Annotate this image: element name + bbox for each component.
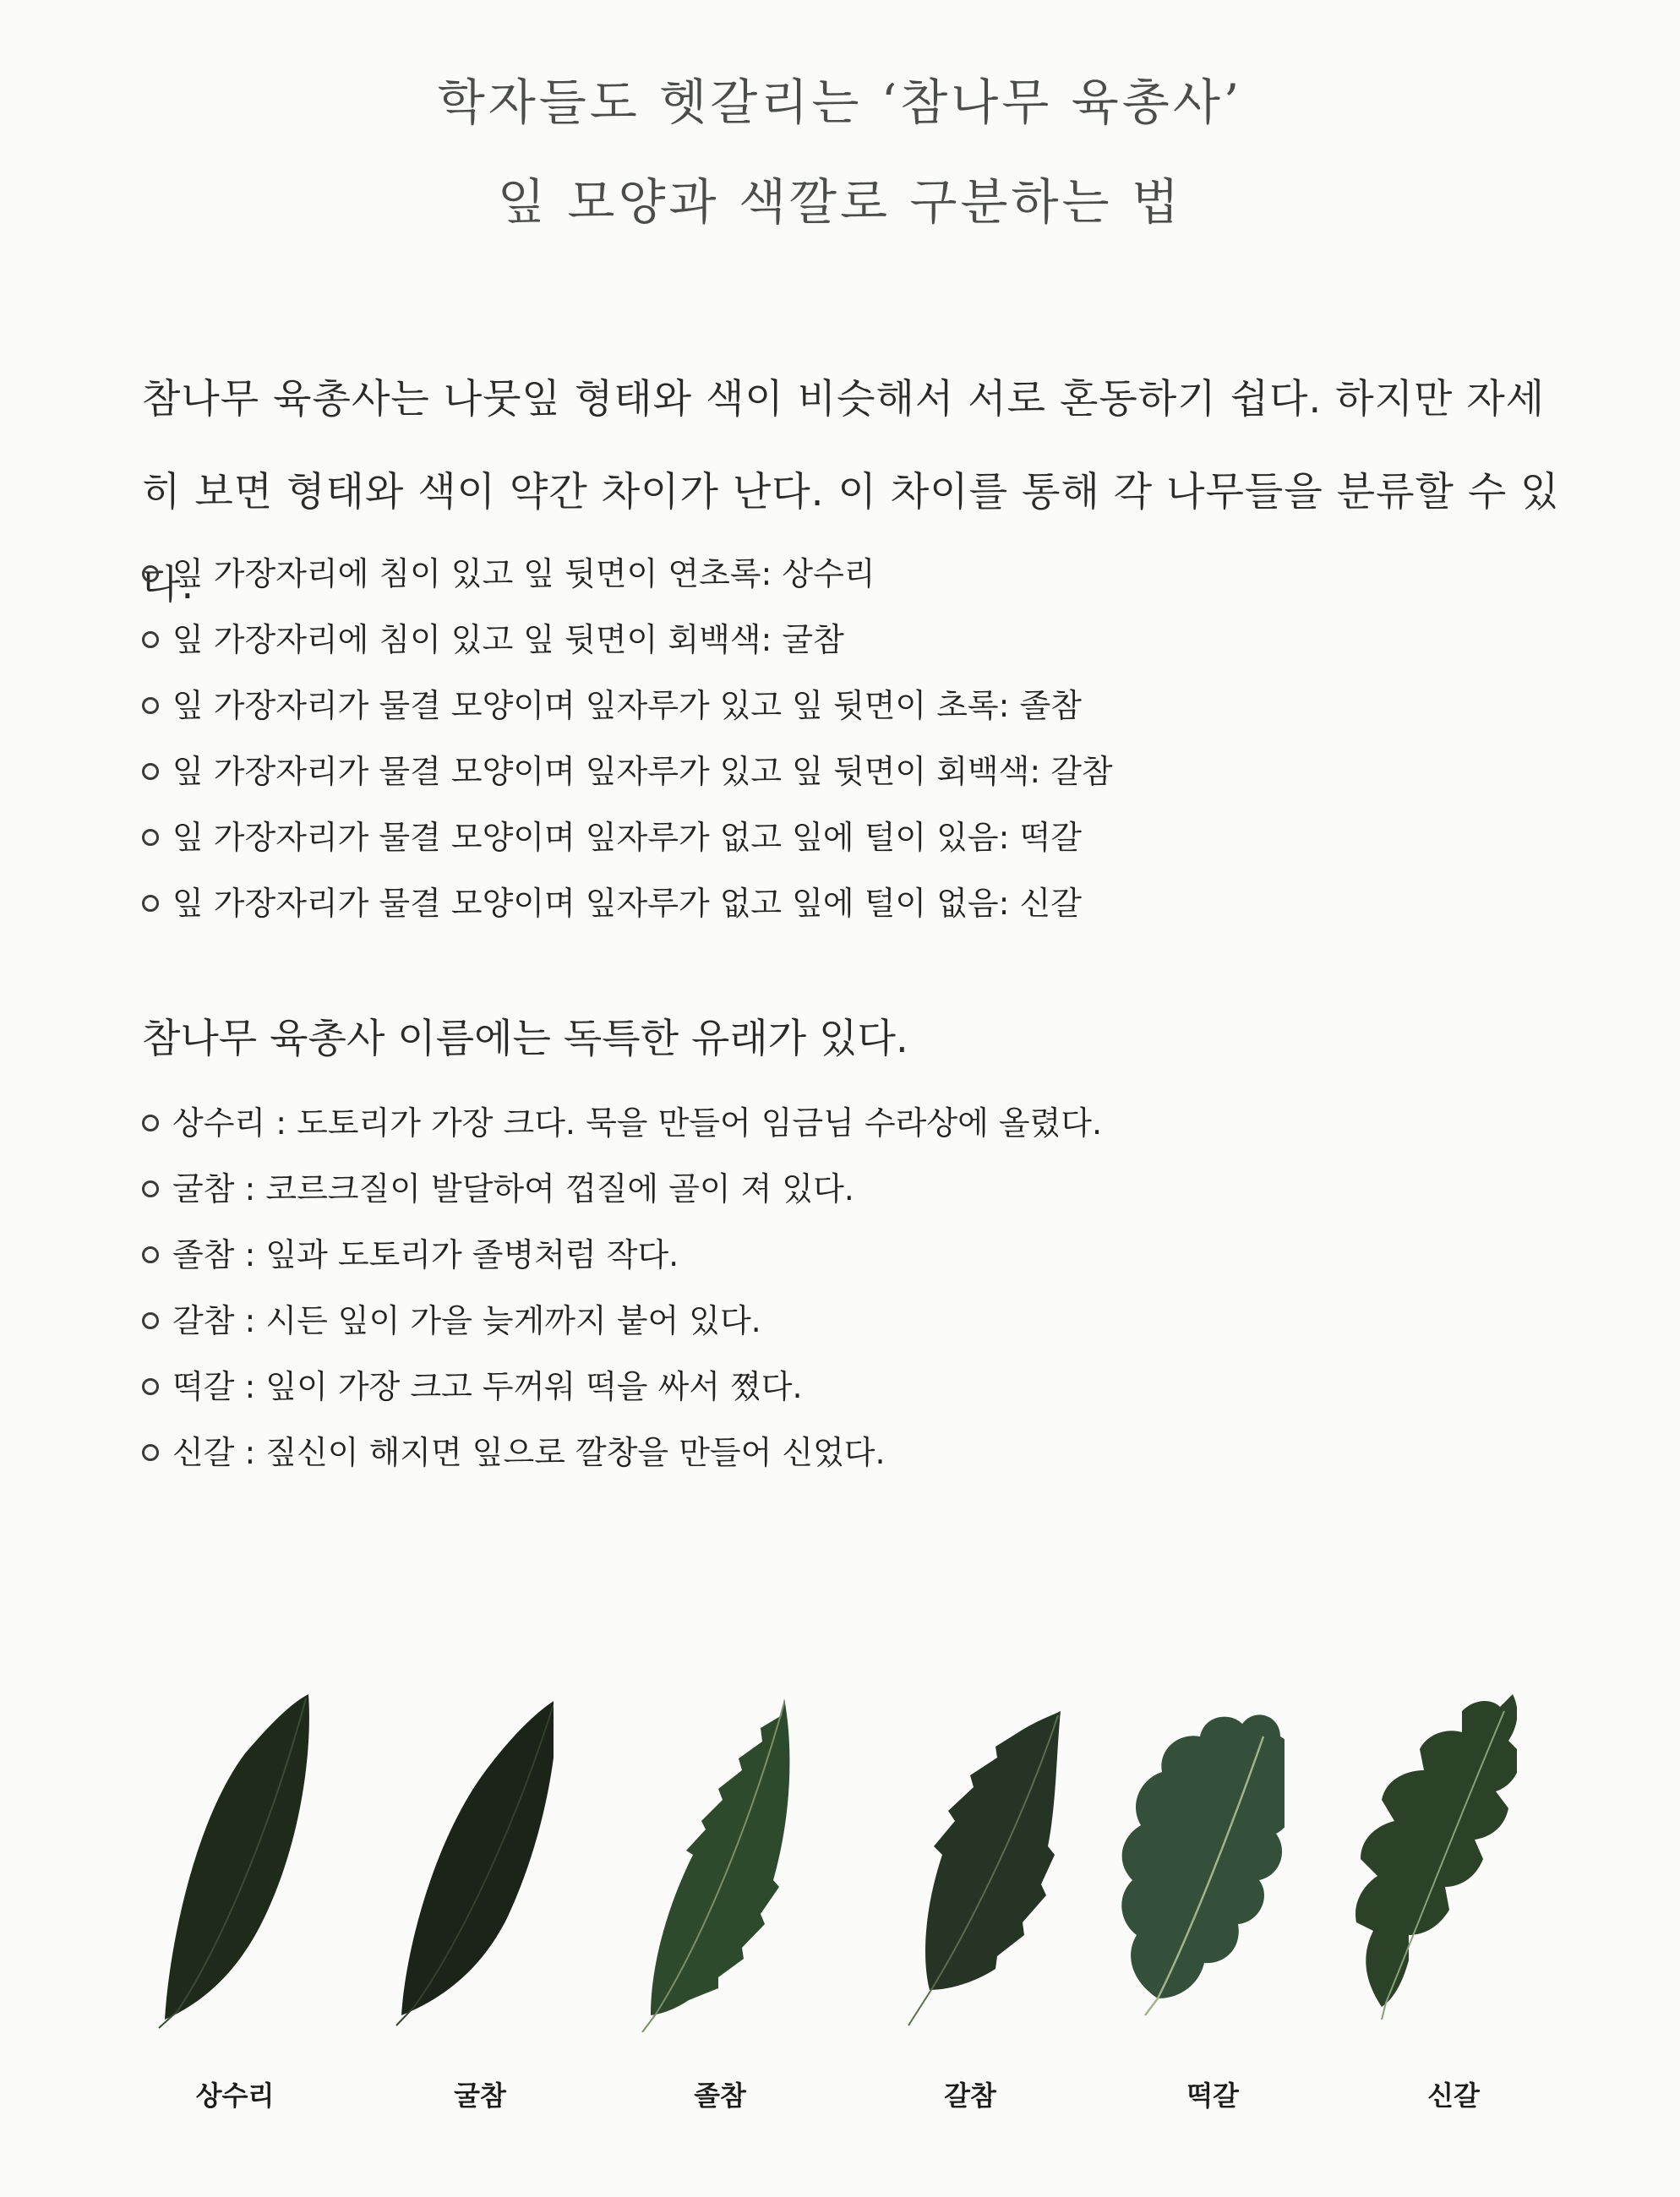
identification-list [142,541,1410,936]
circle-bullet-icon [142,631,159,648]
leaf-label-sangsuri: 상수리 [195,2080,275,2112]
list-item [142,1156,1410,1222]
circle-bullet-icon [142,1444,159,1461]
origin-heading: 참나무 육총사 이름에는 독특한 유래가 있다. [142,1016,908,1062]
leaf-image-tteokgal [1115,1677,1285,2066]
page-title: 학자들도 헷갈리는 ‘참나무 육총사’ [437,74,1243,131]
oak-leaf-icon [144,1677,313,2032]
list-item [142,1288,1410,1354]
circle-bullet-icon [142,565,159,582]
leaf-blade [401,1698,554,2015]
oak-leaf-icon [1348,1677,1517,2032]
circle-bullet-icon [142,1180,159,1197]
leaf-image-gulcham [385,1677,554,2066]
oak-leaf-icon [634,1677,803,2032]
list-item-text: 졸참 : 잎과 도토리가 졸병처럼 작다. [172,1236,679,1273]
leaf-blade [925,1711,1061,1990]
circle-bullet-icon [142,829,159,846]
list-item-text: 잎 가장자리가 물결 모양이며 잎자루가 없고 잎에 털이 있음: 떡갈 [172,819,1082,856]
list-item-text: 상수리 : 도토리가 가장 크다. 묵을 만들어 임금님 수라상에 올렸다. [172,1104,1103,1142]
list-item-text: 신갈 : 짚신이 해지면 잎으로 깔창을 만들어 신었다. [172,1434,886,1471]
list-item-text: 잎 가장자리가 물결 모양이며 잎자루가 없고 잎에 털이 없음: 신갈 [172,885,1082,922]
leaf-labels [0,2074,1680,2125]
list-item-text: 잎 가장자리가 물결 모양이며 잎자루가 있고 잎 뒷면이 초록: 졸참 [172,687,1082,724]
list-item-text: 갈참 : 시든 잎이 가을 늦게까지 붙어 있다. [172,1302,761,1339]
leaf-label-jolcham: 졸참 [694,2080,746,2112]
circle-bullet-icon [142,763,159,780]
leaf-blade [1121,1715,1285,1998]
circle-bullet-icon [142,697,159,714]
list-item [142,607,1410,673]
leaf-label-gulcham: 굴참 [454,2080,506,2112]
leaf-label-galcham: 갈참 [944,2080,996,2112]
oak-leaf-icon [896,1677,1065,2032]
list-item [142,870,1410,936]
title-block [0,52,1680,252]
leaf-label-singal: 신갈 [1427,2080,1480,2112]
intro-paragraph: 참나무 육총사는 나뭇잎 형태와 색이 비슷해서 서로 혼동하기 쉽다. 하지만 자세히 보면 형태와 색이 약간 차이가 난다. 이 차이를 통해 각 나무들을 분류할 수 있다. [142,376,1560,608]
oak-leaf-icon [1115,1677,1285,2032]
list-item [142,673,1410,739]
oak-leaf-icon [385,1677,554,2032]
list-item-text: 잎 가장자리에 침이 있고 잎 뒷면이 회백색: 굴참 [172,621,844,658]
list-item [142,1090,1410,1156]
list-item-text: 잎 가장자리에 침이 있고 잎 뒷면이 연초록: 상수리 [172,555,875,592]
list-item [142,1420,1410,1486]
leaf-image-galcham [896,1677,1065,2066]
list-item [142,1222,1410,1288]
list-item-text: 잎 가장자리가 물결 모양이며 잎자루가 있고 잎 뒷면이 회백색: 갈참 [172,753,1113,790]
list-item [142,739,1410,804]
list-item [142,1354,1410,1420]
list-item-text: 굴참 : 코르크질이 발달하여 껍질에 골이 져 있다. [172,1170,854,1208]
list-item-text: 떡갈 : 잎이 가장 크고 두꺼워 떡을 싸서 쪘다. [172,1368,803,1405]
circle-bullet-icon [142,1378,159,1395]
leaf-gallery [0,1677,1680,2066]
leaf-blade [165,1694,309,2020]
list-item [142,804,1410,870]
leaf-blade [651,1698,789,2015]
leaf-image-jolcham [634,1677,803,2066]
circle-bullet-icon [142,1246,159,1263]
leaf-blade [1355,1694,1517,2007]
origin-list [142,1090,1410,1486]
page-subtitle: 잎 모양과 색깔로 구분하는 법 [497,173,1183,231]
leaf-image-sangsuri [144,1677,313,2066]
list-item [142,541,1410,607]
leaf-image-singal [1348,1677,1517,2066]
leaf-label-tteokgal: 떡갈 [1186,2080,1239,2112]
circle-bullet-icon [142,1312,159,1329]
circle-bullet-icon [142,895,159,912]
circle-bullet-icon [142,1115,159,1131]
